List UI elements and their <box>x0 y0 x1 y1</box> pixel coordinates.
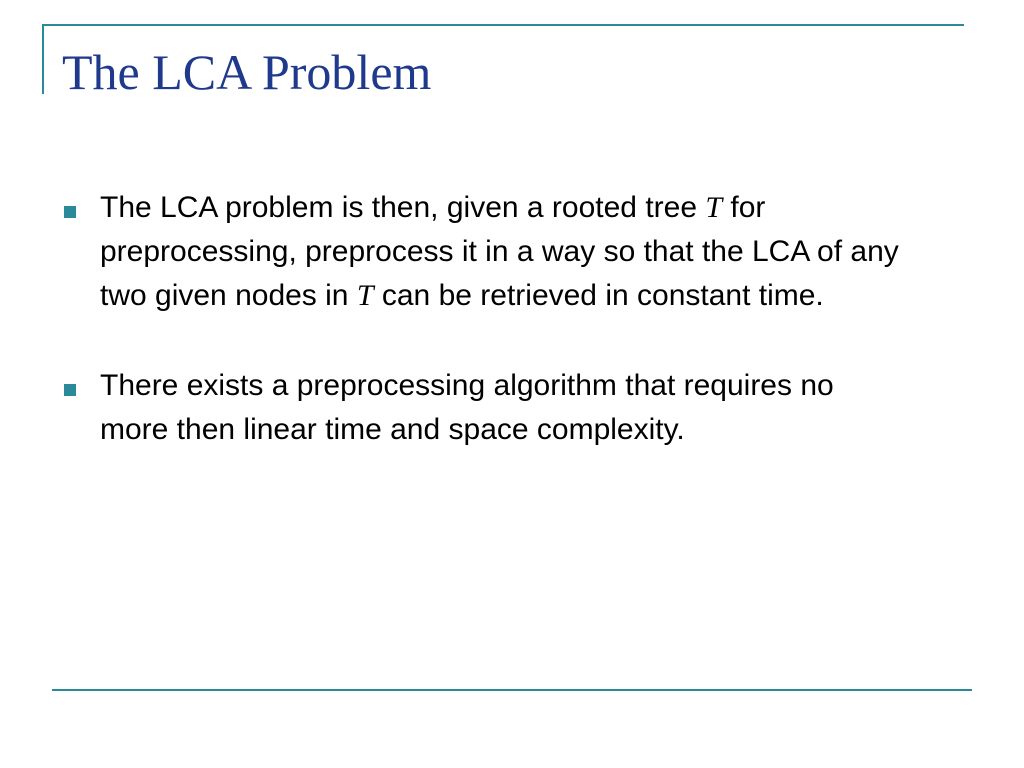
math-variable-t: T <box>356 279 374 312</box>
bullet-text-segment: The LCA problem is then, given a rooted tree <box>100 191 706 224</box>
frame-bottom-rule <box>52 689 972 691</box>
frame-left-rule <box>42 24 44 94</box>
math-variable-t: T <box>705 191 723 224</box>
bullet-text-segment: for preprocessing, preprocess it in a way so that the LCA of any two given nodes in <box>100 191 899 312</box>
bullet-list <box>62 186 952 498</box>
bullet-text-segment: There exists a preprocessing algorithm that requires no more then linear time and space complexity. <box>100 369 834 446</box>
bullet-item <box>62 186 952 318</box>
bullet-item <box>62 364 952 452</box>
bullet-text <box>100 364 860 452</box>
square-bullet-icon <box>64 384 76 396</box>
square-bullet-icon <box>64 206 76 218</box>
slide-title: The LCA Problem <box>62 44 432 100</box>
bullet-text-segment: can be retrieved in constant time. <box>373 279 824 312</box>
bullet-text <box>100 186 950 318</box>
frame-top-rule <box>42 24 964 26</box>
